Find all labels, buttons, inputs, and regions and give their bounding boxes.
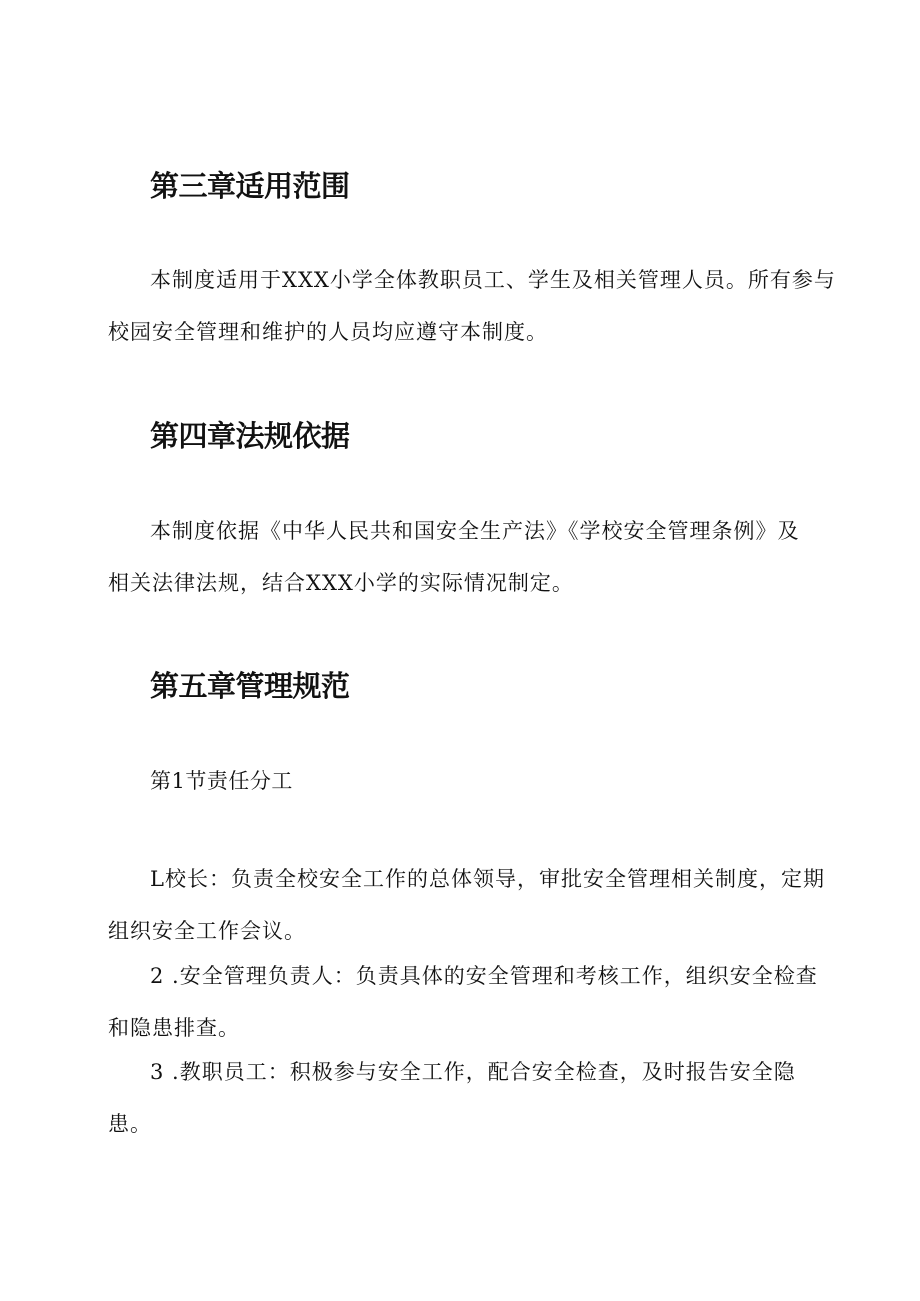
list-item	[108, 950, 820, 1054]
list-item-line-2: 组织安全工作会议。	[108, 919, 306, 943]
section-1-title: 第1节责任分工	[150, 769, 293, 793]
list-item	[108, 1046, 820, 1150]
list-item	[108, 853, 825, 957]
chapter-3-paragraph-line-2: 校园安全管理和维护的人员均应遵守本制度。	[108, 320, 548, 344]
list-item-line-1: L校长：负责全校安全工作的总体领导，审批安全管理相关制度，定期	[150, 867, 825, 891]
list-item-line-2: 和隐患排查。	[108, 1016, 240, 1040]
chapter-3-paragraph	[108, 254, 836, 358]
list-item-line-1: 3 .教职员工：积极参与安全工作，配合安全检查，及时报告安全隐	[150, 1060, 796, 1084]
chapter-5-title: 第五章管理规范	[150, 669, 350, 703]
chapter-4-paragraph-line-2: 相关法律法规，结合XXX小学的实际情况制定。	[108, 571, 574, 595]
chapter-4-paragraph-line-1: 本制度依据《中华人民共和国安全生产法》《学校安全管理条例》及	[150, 519, 800, 543]
list-item-line-1: 2 .安全管理负责人：负责具体的安全管理和考核工作，组织安全检查	[150, 964, 818, 988]
chapter-3-paragraph-line-1: 本制度适用于XXX小学全体教职员工、学生及相关管理人员。所有参与	[150, 268, 836, 292]
chapter-4-title: 第四章法规依据	[150, 419, 350, 453]
list-item-line-2: 患。	[108, 1112, 152, 1136]
chapter-3-title: 第三章适用范围	[150, 169, 350, 203]
chapter-4-paragraph	[108, 505, 820, 609]
